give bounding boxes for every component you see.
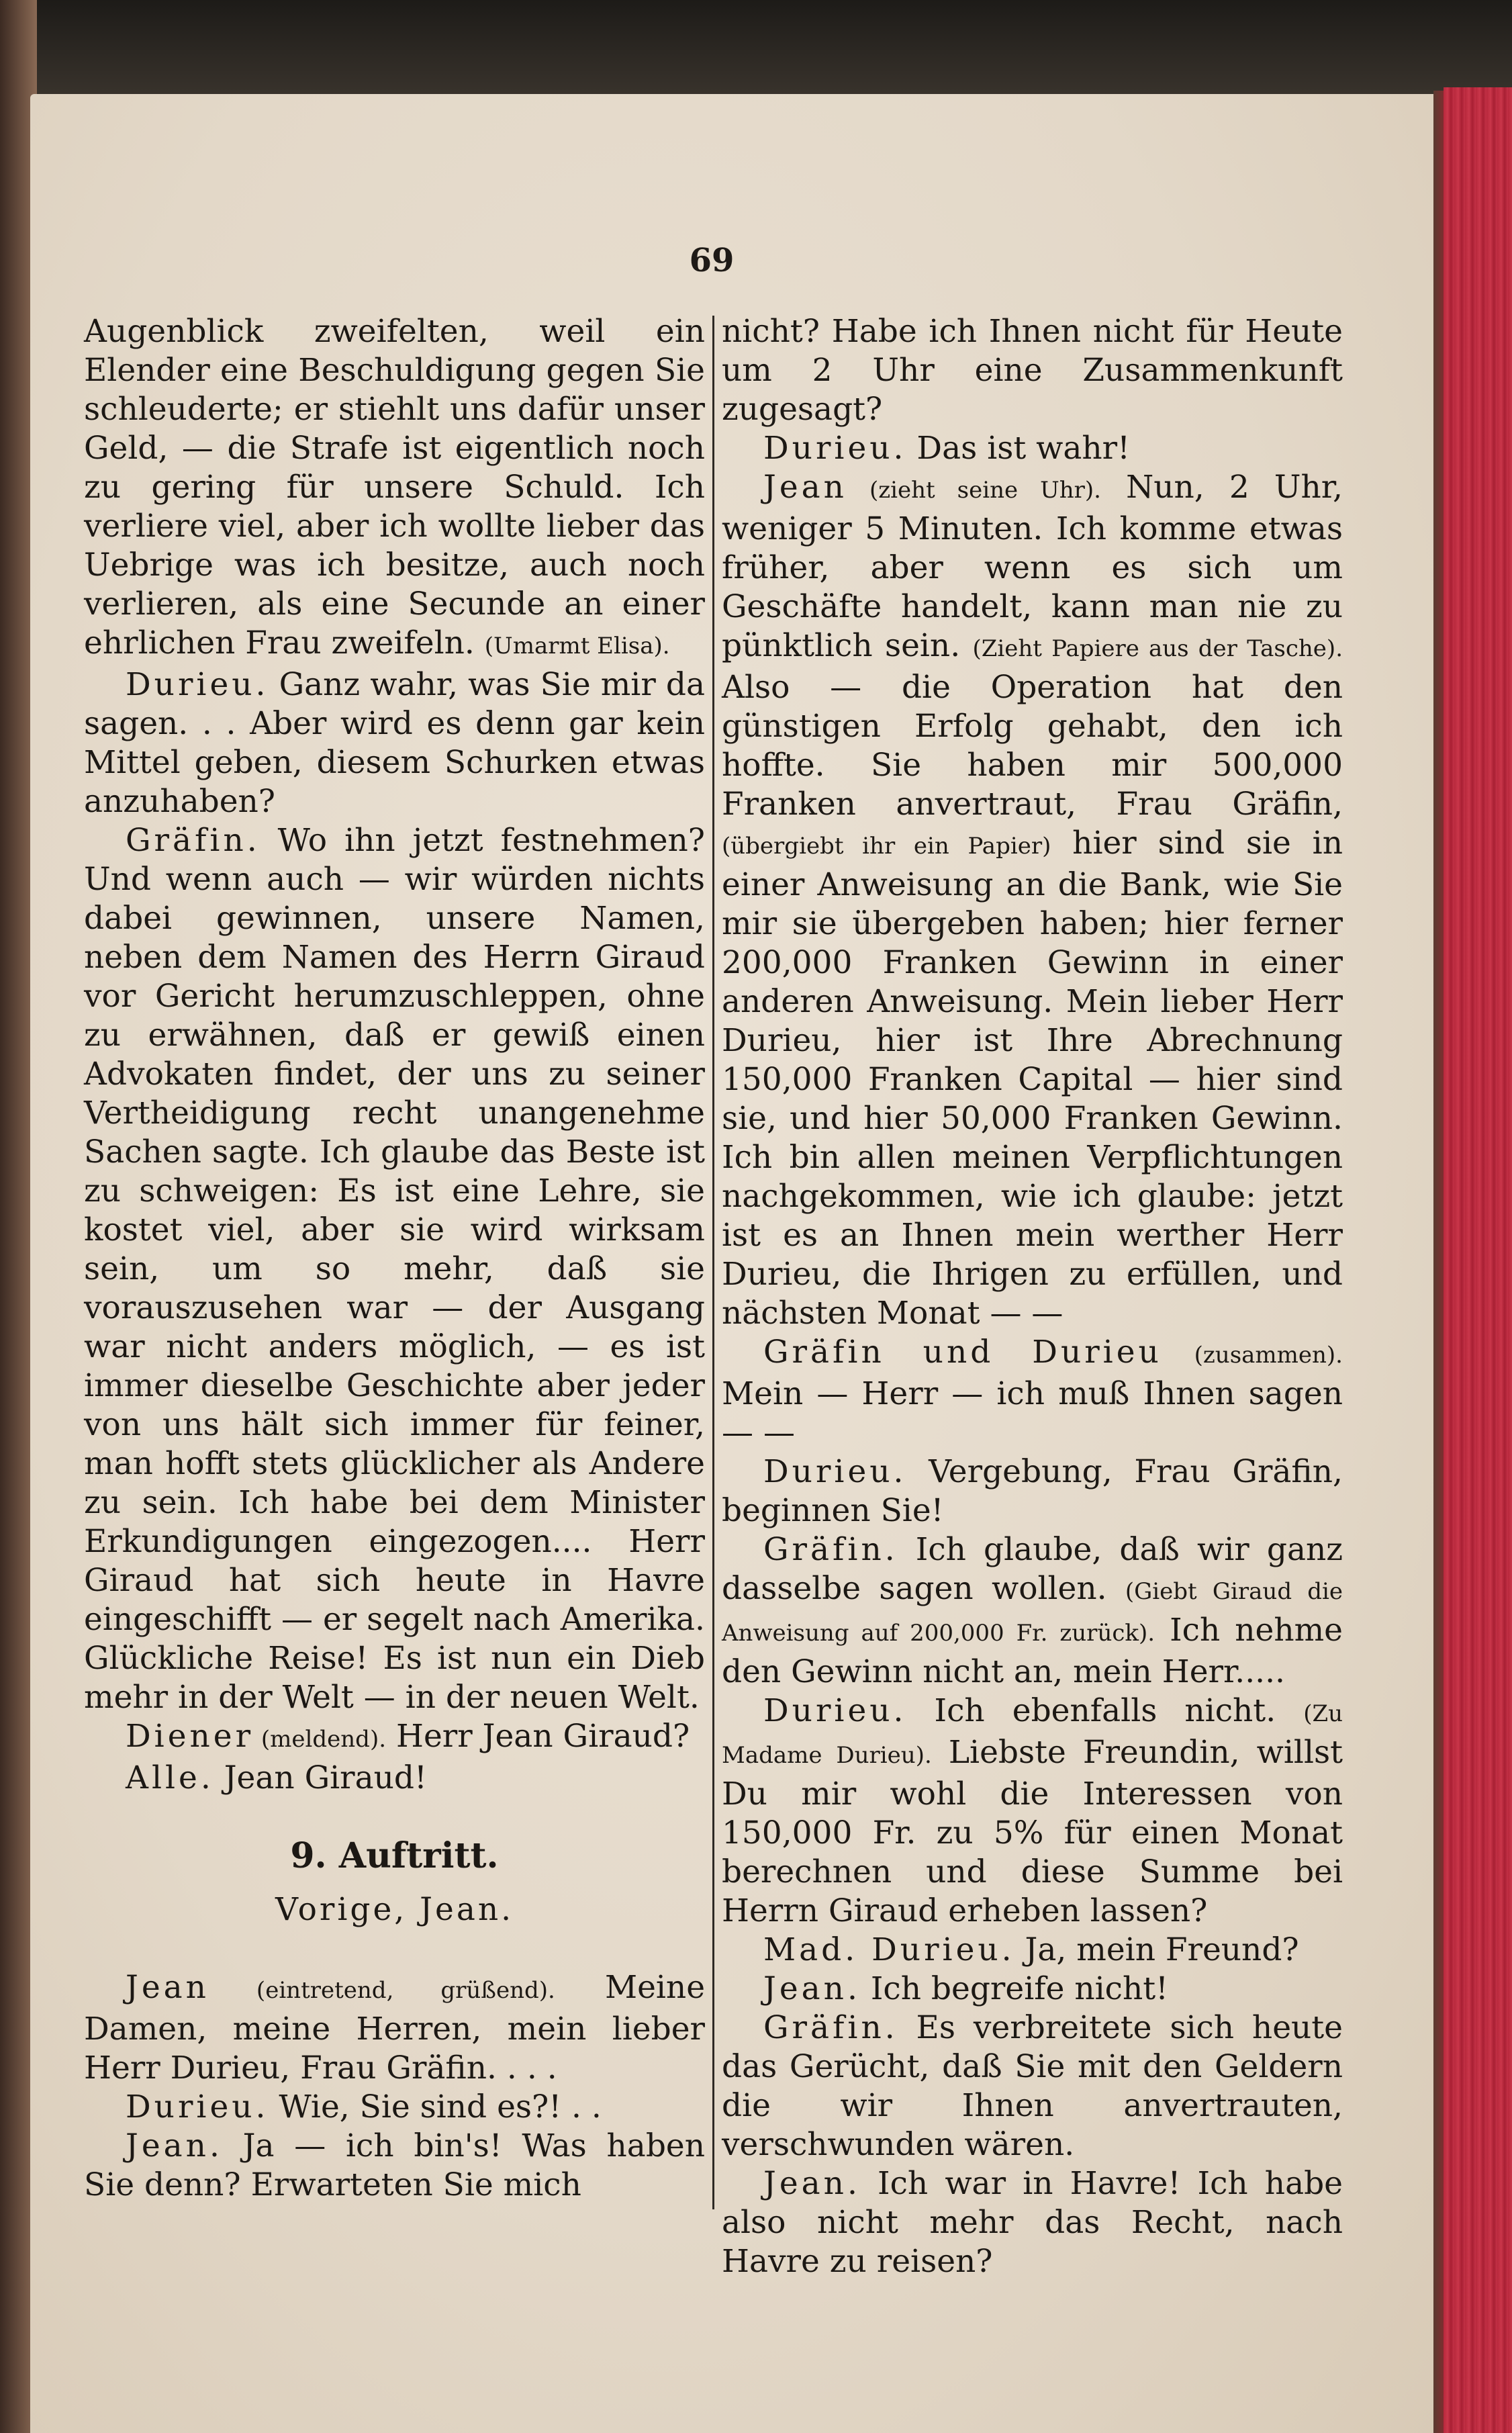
paragraph-text: Meine Damen, meine Herren, mein lieber Herr Durieu, Frau Gräfin. . . . [84, 1969, 706, 2086]
paragraph [722, 1692, 1343, 1931]
paragraph-text: Vergebung, Frau Gräfin, beginnen Sie! [722, 1453, 1343, 1529]
stage-direction: (meldend). [254, 1726, 387, 1753]
paragraph-text: Ganz wahr, was Sie mir da sagen. . . Aber wird es denn gar kein Mittel geben, diesem Schurken etwas anzuhaben? [84, 666, 705, 820]
speaker-name: Durieu. [126, 2088, 269, 2125]
paragraph-text: Ja — ich bin's! Was haben Sie denn? Erwarteten Sie mich [84, 2127, 705, 2203]
speaker-name: Jean. [763, 1970, 861, 2007]
speaker-name: Gräfin. [126, 822, 261, 859]
scene-persons: Vorige, Jean. [275, 1891, 514, 1928]
paragraph-text: Das ist wahr! [906, 430, 1131, 467]
paragraph [84, 665, 705, 821]
speaker-name: Diener [126, 1718, 254, 1755]
paragraph-text: Wo ihn jetzt festnehmen? Und wenn auch — wir würden nichts dabei gewinnen, unsere Namen, neben dem Namen des Herrn Giraud vor Gericht herumzuschleppen, ohne zu erwähnen, daß er gewiß einen Advokaten findet, der uns zu seiner Vertheidigung recht unangenehme Sachen sagte. Ich glaube das Beste ist zu schweigen: Es ist eine Lehre, sie kostet viel, aber sie wird wirksam sein, um so mehr, daß sie vorauszusehen war — der Ausgang war nicht anders möglich, — es ist immer dieselbe Geschichte aber jeder von uns hält sich immer für feiner, man hofft stets glücklicher als Andere zu sein. Ich habe bei dem Minister Erkundigungen eingezogen.... Herr Giraud hat sich heute in Havre eingeschifft — er segelt nach Amerika. Glückliche Reise! Es ist nun ein Dieb mehr in der Welt — in der neuen Welt. [84, 822, 705, 1716]
red-page-edges [1444, 87, 1512, 2433]
paragraph-text: Jean Giraud! [214, 1759, 427, 1796]
paragraph [722, 2164, 1343, 2281]
speaker-name: Jean [763, 469, 847, 506]
speaker-name: Jean. [763, 2165, 861, 2202]
paragraph [722, 1931, 1343, 1970]
speaker-name: Gräfin und Durieu [763, 1334, 1162, 1371]
paragraph [84, 1717, 705, 1759]
paragraph [84, 2127, 705, 2205]
paragraph [722, 1333, 1343, 1453]
scene-heading: 9. Auftritt. [290, 1835, 499, 1876]
paragraph [722, 1530, 1343, 1692]
paragraph-text: Ich nehme den Gewinn nicht an, mein Herr..... [722, 1612, 1343, 1690]
left-column [84, 312, 705, 2205]
stage-direction: (zieht seine Uhr). [847, 477, 1101, 504]
paragraph-text: nicht? Habe ich Ihnen nicht für Heute um 2 Uhr eine Zusammenkunft zugesagt? [722, 313, 1343, 428]
stage-direction: (Zu Madame Durieu). [722, 1700, 1343, 1769]
paragraph-text: hier sind sie in einer Anweisung an die Bank, wie Sie mir sie übergeben haben; hier ferner 200,000 Franken Gewinn in einer anderen Anweisung. Mein lieber Herr Durieu, hier ist Ihre Abrechnung 150,000 Franken Capital — hier sind sie, und hier 50,000 Franken Gewinn. Ich bin allen meinen Verpflichtungen nachgekommen, wie ich glaube: jetzt ist es an Ihnen mein werther Herr Durieu, die Ihrigen zu erfüllen, und nächsten Monat — — [722, 825, 1343, 1332]
stage-direction: (eintretend, grüßend). [209, 1977, 555, 2004]
column-divider [712, 316, 714, 2209]
paragraph-text: Ja, mein Freund? [1014, 1931, 1299, 1968]
paragraph-text: Liebste Freundin, willst Du mir wohl die Interessen von 150,000 Fr. zu 5% für einen Monat berechnen und diese Summe bei Herrn Giraud erheben lassen? [722, 1734, 1343, 1929]
top-shadow [0, 0, 1512, 101]
speaker-name: Durieu. [763, 1453, 907, 1490]
paragraph [84, 821, 705, 1717]
paragraph-text: Wie, Sie sind es?! . . [269, 2088, 602, 2125]
page-number: 69 [689, 242, 735, 279]
speaker-name: Jean. [126, 2127, 223, 2164]
speaker-name: Mad. Durieu. [763, 1931, 1015, 1968]
paragraph [722, 312, 1343, 429]
paragraph-text: Es verbreitete sich heute das Gerücht, daß Sie mit den Geldern die wir Ihnen anvertrauten, verschwunden wären. [722, 2009, 1343, 2163]
speaker-name: Durieu. [763, 1692, 907, 1729]
paragraph [722, 429, 1343, 468]
right-column [722, 312, 1343, 2281]
paragraph [722, 468, 1343, 1333]
paragraph-text: Ich war in Havre! Ich habe also nicht mehr das Recht, nach Havre zu reisen? [722, 2165, 1343, 2280]
speaker-name: Jean [126, 1969, 209, 2006]
paragraph [84, 312, 705, 665]
paragraph [84, 1759, 705, 1798]
stage-direction: (Zieht Papiere aus der Tasche). [972, 635, 1343, 662]
paragraph [722, 2009, 1343, 2164]
paragraph-text: Mein — Herr — ich muß Ihnen sagen — — [722, 1375, 1343, 1451]
stage-direction: (zusammen). [1162, 1342, 1343, 1369]
paragraph-text: Ich begreife nicht! [860, 1970, 1169, 2007]
paragraph [84, 2088, 705, 2127]
stage-direction: (Umarmt Elisa). [484, 633, 670, 659]
stage-direction: (Giebt Giraud die Anweisung auf 200,000 Fr. zurück). [722, 1578, 1343, 1647]
speaker-name: Durieu. [763, 430, 907, 467]
speaker-name: Alle. [126, 1759, 214, 1796]
paragraph [722, 1970, 1343, 2009]
paragraph-text: Ich glaube, daß wir ganz dasselbe sagen wollen. [722, 1531, 1343, 1607]
stage-direction: (übergiebt ihr ein Papier) [722, 833, 1051, 860]
speaker-name: Gräfin. [763, 2009, 898, 2046]
paragraph-text: Also — die Operation hat den günstigen Erfolg gehabt, den ich hoffte. Sie haben mir 500,000 Franken anvertraut, Frau Gräfin, [722, 669, 1343, 823]
paragraph-text: Herr Jean Giraud? [386, 1718, 690, 1755]
paragraph-text: Augenblick zweifelten, weil ein Elender eine Beschuldigung gegen Sie schleuderte; er stiehlt uns dafür unser Geld, — die Strafe ist eigentlich noch zu gering für unsere Schuld. Ich verliere viel, aber ich wollte lieber das Uebrige was ich besitze, auch noch verlieren, als eine Secunde an einer ehrlichen Frau zweifeln. [84, 313, 705, 661]
paragraph-text: Ich ebenfalls nicht. [906, 1692, 1304, 1729]
paragraph-text: Nun, 2 Uhr, weniger 5 Minuten. Ich komme etwas früher, aber wenn es sich um Geschäfte handelt, kann man nie zu pünktlich sein. [722, 469, 1343, 664]
speaker-name: Gräfin. [763, 1531, 898, 1568]
paragraph [84, 1968, 705, 2088]
paragraph [722, 1453, 1343, 1530]
speaker-name: Durieu. [126, 666, 269, 703]
